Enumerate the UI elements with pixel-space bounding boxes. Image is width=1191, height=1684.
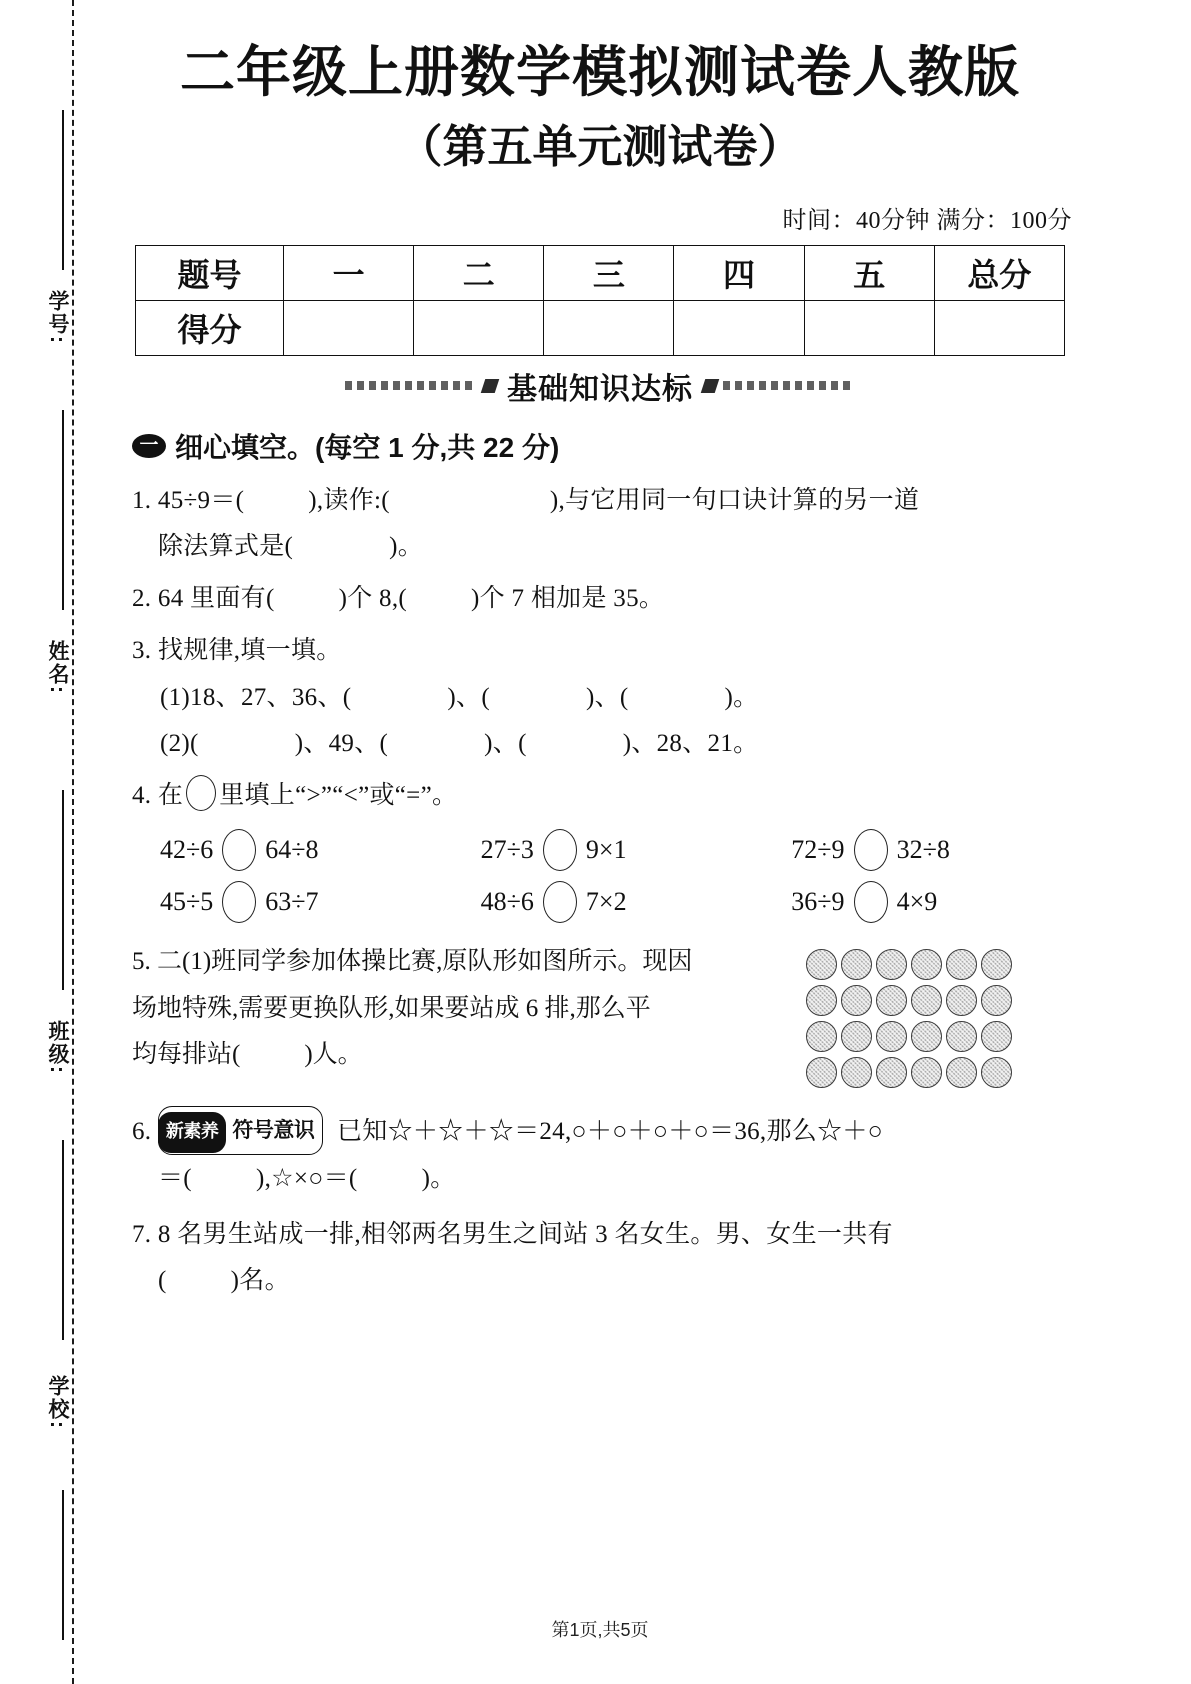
section-one-heading-text: 细心填空。(每空 1 分,共 22 分) — [175, 431, 560, 463]
formation-circle — [806, 1021, 837, 1052]
formation-circle — [946, 1057, 977, 1088]
badge-new-literacy: 新素养 — [158, 1112, 227, 1152]
margin-rule — [62, 790, 64, 990]
formation-circle — [911, 985, 942, 1016]
compare-row-1 — [132, 829, 1090, 871]
question-2 — [132, 576, 1090, 622]
formation-circle — [876, 985, 907, 1016]
question-7-line-2-a: ( — [158, 1267, 167, 1295]
score-table-header-3: 三 — [544, 245, 674, 300]
compare-item — [160, 829, 481, 871]
question-4-stem-a: 4. 在 — [132, 782, 184, 810]
question-3-sub-1 — [132, 675, 1090, 721]
formation-circle — [911, 1057, 942, 1088]
score-table-header-4: 四 — [674, 245, 804, 300]
question-3-sub-1-c: )、( — [585, 683, 629, 711]
formation-circle — [806, 949, 837, 980]
score-cell-4[interactable] — [674, 300, 804, 355]
question-5-text — [132, 939, 792, 1078]
compare-circle[interactable] — [543, 829, 577, 871]
question-2-part-c: )个 7 相加是 35。 — [471, 585, 665, 613]
question-7 — [132, 1212, 1090, 1305]
margin-rule — [62, 410, 64, 610]
formation-circle — [876, 1021, 907, 1052]
compare-item — [791, 829, 1090, 871]
score-row-label: 得分 — [136, 300, 284, 355]
question-3 — [132, 628, 1090, 767]
compare-right: 63÷7 — [265, 887, 319, 917]
formation-circle — [946, 1021, 977, 1052]
question-6 — [132, 1106, 1090, 1202]
score-cell-1[interactable] — [284, 300, 414, 355]
section-marker-one: 一 — [132, 434, 166, 458]
question-5-line-1: 5. 二(1)班同学参加体操比赛,原队形如图所示。现因 — [132, 948, 693, 976]
score-table-header-2: 二 — [414, 245, 544, 300]
question-3-sub-2-b: )、49、( — [294, 729, 389, 757]
compare-item — [481, 829, 792, 871]
question-3-stem: 3. 找规律,填一填。 — [132, 637, 342, 665]
question-6-line-2-a: ＝( — [158, 1164, 192, 1192]
compare-item — [791, 881, 1090, 923]
question-7-line-1: 7. 8 名男生站成一排,相邻两名男生之间站 3 名女生。男、女生一共有 — [132, 1220, 893, 1248]
section-banner — [110, 364, 1090, 408]
margin-rule — [62, 1140, 64, 1340]
formation-circle — [876, 949, 907, 980]
compare-item — [481, 881, 792, 923]
banner-title: 基础知识达标 — [507, 372, 693, 406]
compare-right: 9×1 — [585, 835, 627, 865]
formation-circle — [806, 985, 837, 1016]
compare-item — [160, 881, 481, 923]
question-6-line-1: 已知☆＋☆＋☆＝24,○＋○＋○＋○＝36,那么☆＋○ — [336, 1118, 884, 1146]
score-cell-5[interactable] — [804, 300, 934, 355]
question-6-line-2 — [132, 1156, 1090, 1202]
question-5-formation-figure — [806, 949, 1014, 1090]
question-3-sub-1-d: )。 — [724, 683, 759, 711]
formation-circle — [841, 949, 872, 980]
question-5-line-3-a: 均每排站( — [132, 1040, 241, 1068]
compare-circle[interactable] — [222, 829, 256, 871]
question-3-sub-1-b: )、( — [447, 683, 490, 711]
compare-right: 7×2 — [585, 887, 627, 917]
compare-row-2 — [132, 881, 1090, 923]
page-subtitle: （第五单元测试卷） — [397, 120, 803, 172]
binding-dashed-line — [72, 0, 74, 1684]
question-6-line-2-c: )。 — [421, 1164, 456, 1192]
question-1-line-2 — [132, 524, 1090, 570]
question-2-part-b: )个 8,( — [338, 585, 408, 613]
margin-label-group — [18, 0, 72, 1684]
question-1-part-a: 1. 45÷9＝( — [132, 486, 245, 514]
formation-circle — [946, 949, 977, 980]
question-6-number: 6. — [132, 1118, 152, 1146]
score-table-header-total: 总分 — [934, 245, 1064, 300]
question-4 — [132, 773, 1090, 819]
margin-label-class: 班级: — [46, 1020, 69, 1075]
section-one-heading — [132, 426, 1090, 466]
question-5-line-2: 场地特殊,需要更换队形,如果要站成 6 排,那么平 — [132, 994, 651, 1022]
section-one — [110, 426, 1090, 1305]
compare-right: 4×9 — [896, 887, 938, 917]
margin-label-student-id: 学号: — [46, 290, 69, 345]
compare-right: 64÷8 — [265, 835, 319, 865]
margin-rule — [62, 110, 64, 270]
formation-circle — [806, 1057, 837, 1088]
compare-right: 32÷8 — [896, 835, 950, 865]
table-row — [136, 300, 1065, 355]
banner-dash-left — [345, 381, 477, 390]
compare-circle[interactable] — [222, 881, 256, 923]
question-1-part-b: ),读作:( — [308, 486, 390, 514]
margin-rule — [62, 1490, 64, 1640]
question-6-badges — [158, 1106, 324, 1154]
question-1-part-e: )。 — [389, 532, 424, 560]
exam-page — [110, 0, 1090, 1684]
compare-left: 72÷9 — [791, 835, 845, 865]
question-4-stem-b: 里填上“>”“<”或“=”。 — [219, 782, 458, 810]
banner-ribbon-right-icon — [701, 379, 720, 393]
page-title: 二年级上册数学模拟测试卷人教版 — [179, 41, 1020, 103]
formation-circle — [841, 1057, 872, 1088]
margin-label-school: 学校: — [46, 1375, 69, 1430]
formation-circle — [876, 1057, 907, 1088]
formation-circle — [841, 985, 872, 1016]
compare-circle[interactable] — [543, 881, 577, 923]
compare-left: 42÷6 — [160, 835, 214, 865]
question-3-sub-2-d: )、28、21。 — [622, 729, 759, 757]
formation-circle — [911, 1021, 942, 1052]
formation-circle — [946, 985, 977, 1016]
question-3-sub-1-a: (1)18、27、36、( — [160, 683, 352, 711]
formation-circle — [981, 949, 1012, 980]
page-footer: 第1页,共5页 — [551, 1620, 649, 1640]
question-5-line-3-b: )人。 — [304, 1040, 363, 1068]
compare-circle-stem[interactable] — [186, 775, 216, 811]
score-cell-3[interactable] — [544, 300, 674, 355]
score-table-header-1: 一 — [284, 245, 414, 300]
score-table-header-label: 题号 — [136, 245, 284, 300]
margin-label-name: 姓名: — [46, 640, 69, 695]
compare-left: 36÷9 — [791, 887, 845, 917]
formation-circle — [841, 1021, 872, 1052]
score-cell-2[interactable] — [414, 300, 544, 355]
question-6-line-2-b: ),☆×○＝( — [255, 1164, 358, 1192]
score-table-header-5: 五 — [804, 245, 934, 300]
question-7-line-2-b: )名。 — [230, 1267, 290, 1295]
formation-circle — [981, 1057, 1012, 1088]
question-3-sub-2 — [132, 721, 1090, 767]
score-table — [135, 245, 1065, 356]
question-3-sub-2-c: )、( — [484, 729, 527, 757]
banner-ribbon-left-icon — [481, 379, 500, 393]
question-3-sub-2-a: (2)( — [160, 729, 199, 757]
question-2-part-a: 2. 64 里面有( — [132, 585, 275, 613]
question-1-part-d: 除法算式是( — [158, 532, 294, 560]
time-and-total-score: 时间：40分钟 满分：100分 — [782, 207, 1072, 234]
badge-symbol-sense: 符号意识 — [232, 1119, 315, 1143]
question-1 — [132, 478, 1090, 571]
formation-circle — [981, 985, 1012, 1016]
formation-circle — [981, 1021, 1012, 1052]
compare-circle[interactable] — [854, 829, 888, 871]
compare-left: 45÷5 — [160, 887, 214, 917]
table-row — [136, 245, 1065, 300]
banner-dash-right — [723, 381, 855, 390]
formation-circle — [911, 949, 942, 980]
compare-left: 27÷3 — [480, 835, 534, 865]
question-5 — [132, 939, 1090, 1090]
compare-circle[interactable] — [854, 881, 888, 923]
compare-left: 48÷6 — [480, 887, 534, 917]
question-1-part-c: ),与它用同一句口诀计算的另一道 — [549, 486, 920, 514]
score-cell-total[interactable] — [934, 300, 1064, 355]
